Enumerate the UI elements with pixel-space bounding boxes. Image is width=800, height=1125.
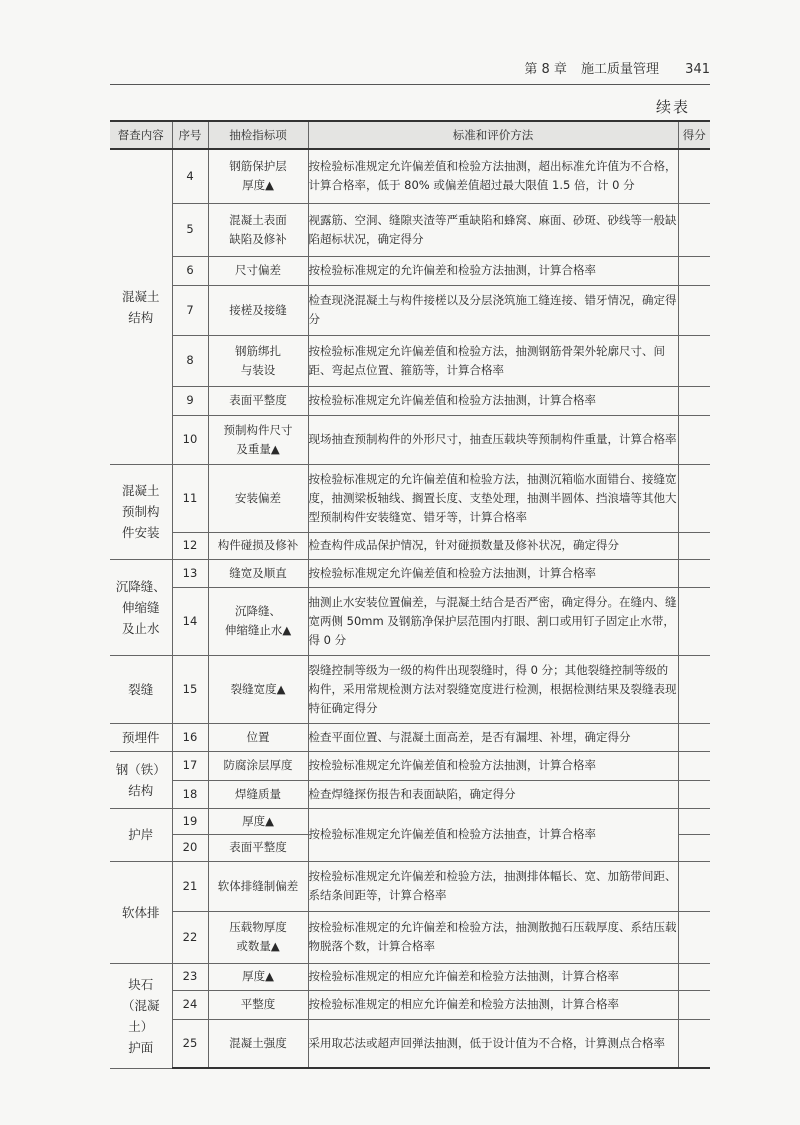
table-row <box>110 532 710 559</box>
seq-cell: 6 <box>172 256 208 285</box>
method-cell: 按检验标准规定的允许偏差和检验方法抽测，计算合格率 <box>308 256 678 285</box>
item-cell: 钢筋绑扎 与装设 <box>208 335 308 386</box>
column-header: 抽检指标项 <box>208 121 308 149</box>
item-cell: 构件碰损及修补 <box>208 532 308 559</box>
score-cell <box>678 464 710 532</box>
seq-cell: 15 <box>172 655 208 723</box>
seq-cell: 25 <box>172 1019 208 1068</box>
score-cell <box>678 963 710 990</box>
table-row <box>110 780 710 808</box>
item-cell: 焊缝质量 <box>208 780 308 808</box>
score-cell <box>678 203 710 256</box>
category-cell: 混凝土 结构 <box>110 149 172 464</box>
table-row <box>110 149 710 203</box>
category-cell: 沉降缝、 伸缩缝 及止水 <box>110 559 172 655</box>
seq-cell: 14 <box>172 587 208 655</box>
table-row <box>110 335 710 386</box>
method-cell: 按检验标准规定的相应允许偏差和检验方法抽测，计算合格率 <box>308 963 678 990</box>
table-row <box>110 751 710 780</box>
item-cell: 软体排缝制偏差 <box>208 861 308 911</box>
method-cell: 按检验标准规定的相应允许偏差和检验方法抽测，计算合格率 <box>308 990 678 1019</box>
continued-label: 续表 <box>655 98 690 116</box>
score-cell <box>678 149 710 203</box>
item-cell: 厚度▲ <box>208 963 308 990</box>
seq-cell: 5 <box>172 203 208 256</box>
table-row <box>110 911 710 963</box>
score-cell <box>678 532 710 559</box>
seq-cell: 4 <box>172 149 208 203</box>
seq-cell: 19 <box>172 808 208 834</box>
table-row <box>110 415 710 464</box>
category-cell: 裂缝 <box>110 655 172 723</box>
item-cell: 防腐涂层厚度 <box>208 751 308 780</box>
method-cell: 视露筋、空洞、缝隙夹渣等严重缺陷和蜂窝、麻面、砂斑、砂线等一般缺陷超标状况，确定得分 <box>308 203 678 256</box>
table-row <box>110 559 710 587</box>
item-cell: 表面平整度 <box>208 386 308 415</box>
category-cell: 块石 （混凝土） 护面 <box>110 963 172 1068</box>
seq-cell: 10 <box>172 415 208 464</box>
item-cell: 混凝土强度 <box>208 1019 308 1068</box>
method-cell: 按检验标准规定允许偏差值和检验方法，抽测钢筋骨架外轮廓尺寸、间距、弯起点位置、箍筋等，计算合格率 <box>308 335 678 386</box>
chapter-number: 第 8 章 <box>524 62 567 77</box>
table-row <box>110 256 710 285</box>
table-row <box>110 285 710 335</box>
score-cell <box>678 335 710 386</box>
method-cell: 按检验标准规定的允许偏差值和检验方法，抽测沉箱临水面错台、接缝宽度，抽测梁板轴线、搁置长度、支垫处理，抽测半圆体、挡浪墙等其他大型预制构件安装缝宽、错牙等，计算合格率 <box>308 464 678 532</box>
item-cell: 接槎及接缝 <box>208 285 308 335</box>
score-cell <box>678 587 710 655</box>
seq-cell: 24 <box>172 990 208 1019</box>
score-cell <box>678 911 710 963</box>
running-header <box>110 58 710 85</box>
seq-cell: 17 <box>172 751 208 780</box>
seq-cell: 23 <box>172 963 208 990</box>
seq-cell: 21 <box>172 861 208 911</box>
score-cell <box>678 655 710 723</box>
method-cell: 按检验标准规定允许偏差值和检验方法抽测，超出标准允许值为不合格，计算合格率，低于 80% 或偏差值超过最大限值 1.5 倍，计 0 分 <box>308 149 678 203</box>
method-cell: 检查焊缝探伤报告和表面缺陷，确定得分 <box>308 780 678 808</box>
method-cell: 按检验标准规定允许偏差和检验方法，抽测排体幅长、宽、加筋带间距、系结条间距等，计算合格率 <box>308 861 678 911</box>
score-cell <box>678 1019 710 1068</box>
column-header: 得分 <box>678 121 710 149</box>
table-row <box>110 963 710 990</box>
item-cell: 表面平整度 <box>208 834 308 861</box>
header-divider <box>110 84 710 85</box>
seq-cell: 13 <box>172 559 208 587</box>
page-number: 341 <box>685 62 710 77</box>
item-cell: 平整度 <box>208 990 308 1019</box>
table-row <box>110 808 710 834</box>
score-cell <box>678 256 710 285</box>
category-cell: 钢（铁） 结构 <box>110 751 172 808</box>
score-cell <box>678 415 710 464</box>
category-cell: 混凝土 预制构 件安装 <box>110 464 172 559</box>
method-cell: 按检验标准规定允许偏差值和检验方法抽测，计算合格率 <box>308 751 678 780</box>
score-cell <box>678 808 710 834</box>
table-row <box>110 464 710 532</box>
category-cell: 护岸 <box>110 808 172 861</box>
table-row <box>110 990 710 1019</box>
table-row <box>110 587 710 655</box>
seq-cell: 18 <box>172 780 208 808</box>
item-cell: 混凝土表面 缺陷及修补 <box>208 203 308 256</box>
score-cell <box>678 285 710 335</box>
seq-cell: 22 <box>172 911 208 963</box>
score-cell <box>678 834 710 861</box>
item-cell: 钢筋保护层 厚度▲ <box>208 149 308 203</box>
score-cell <box>678 861 710 911</box>
table-row <box>110 723 710 751</box>
score-cell <box>678 751 710 780</box>
item-cell: 沉降缝、 伸缩缝止水▲ <box>208 587 308 655</box>
item-cell: 缝宽及顺直 <box>208 559 308 587</box>
table-row <box>110 861 710 911</box>
seq-cell: 7 <box>172 285 208 335</box>
score-cell <box>678 723 710 751</box>
category-cell: 预埋件 <box>110 723 172 751</box>
item-cell: 尺寸偏差 <box>208 256 308 285</box>
seq-cell: 8 <box>172 335 208 386</box>
method-cell: 按检验标准规定允许偏差值和检验方法抽测，计算合格率 <box>308 559 678 587</box>
method-cell: 裂缝控制等级为一级的构件出现裂缝时，得 0 分；其他裂缝控制等级的构件，采用常规检测方法对裂缝宽度进行检测，根据检测结果及裂缝表现特征确定得分 <box>308 655 678 723</box>
method-cell: 按检验标准规定允许偏差值和检验方法抽测，计算合格率 <box>308 386 678 415</box>
method-cell: 检查平面位置、与混凝土面高差，是否有漏埋、补埋，确定得分 <box>308 723 678 751</box>
item-cell: 安装偏差 <box>208 464 308 532</box>
column-header: 督查内容 <box>110 121 172 149</box>
item-cell: 厚度▲ <box>208 808 308 834</box>
table-row <box>110 203 710 256</box>
method-cell: 检查现浇混凝土与构件接槎以及分层浇筑施工缝连接、错牙情况，确定得分 <box>308 285 678 335</box>
score-cell <box>678 780 710 808</box>
table-row <box>110 386 710 415</box>
table-header-row <box>110 121 710 149</box>
score-cell <box>678 559 710 587</box>
method-cell: 采用取芯法或超声回弹法抽测，低于设计值为不合格，计算测点合格率 <box>308 1019 678 1068</box>
method-cell: 按检验标准规定允许偏差值和检验方法抽查，计算合格率 <box>308 808 678 861</box>
method-cell: 现场抽查预制构件的外形尺寸，抽查压载块等预制构件重量，计算合格率 <box>308 415 678 464</box>
column-header: 标准和评价方法 <box>308 121 678 149</box>
table-row <box>110 1019 710 1068</box>
score-cell <box>678 990 710 1019</box>
item-cell: 预制构件尺寸 及重量▲ <box>208 415 308 464</box>
inspection-table <box>110 120 710 1069</box>
seq-cell: 9 <box>172 386 208 415</box>
method-cell: 按检验标准规定的允许偏差和检验方法，抽测散抛石压载厚度、系结压载物脱落个数，计算合格率 <box>308 911 678 963</box>
column-header: 序号 <box>172 121 208 149</box>
table-row <box>110 655 710 723</box>
seq-cell: 12 <box>172 532 208 559</box>
seq-cell: 20 <box>172 834 208 861</box>
category-cell: 软体排 <box>110 861 172 963</box>
item-cell: 裂缝宽度▲ <box>208 655 308 723</box>
method-cell: 检查构件成品保护情况，针对碰损数量及修补状况，确定得分 <box>308 532 678 559</box>
seq-cell: 16 <box>172 723 208 751</box>
item-cell: 位置 <box>208 723 308 751</box>
item-cell: 压载物厚度 或数量▲ <box>208 911 308 963</box>
chapter-title: 施工质量管理 <box>581 62 660 77</box>
seq-cell: 11 <box>172 464 208 532</box>
score-cell <box>678 386 710 415</box>
method-cell: 抽测止水安装位置偏差，与混凝土结合是否严密，确定得分。在缝内、缝宽两侧 50mm 及钢筋净保护层范围内打眼、割口或用钉子固定止水带，得 0 分 <box>308 587 678 655</box>
